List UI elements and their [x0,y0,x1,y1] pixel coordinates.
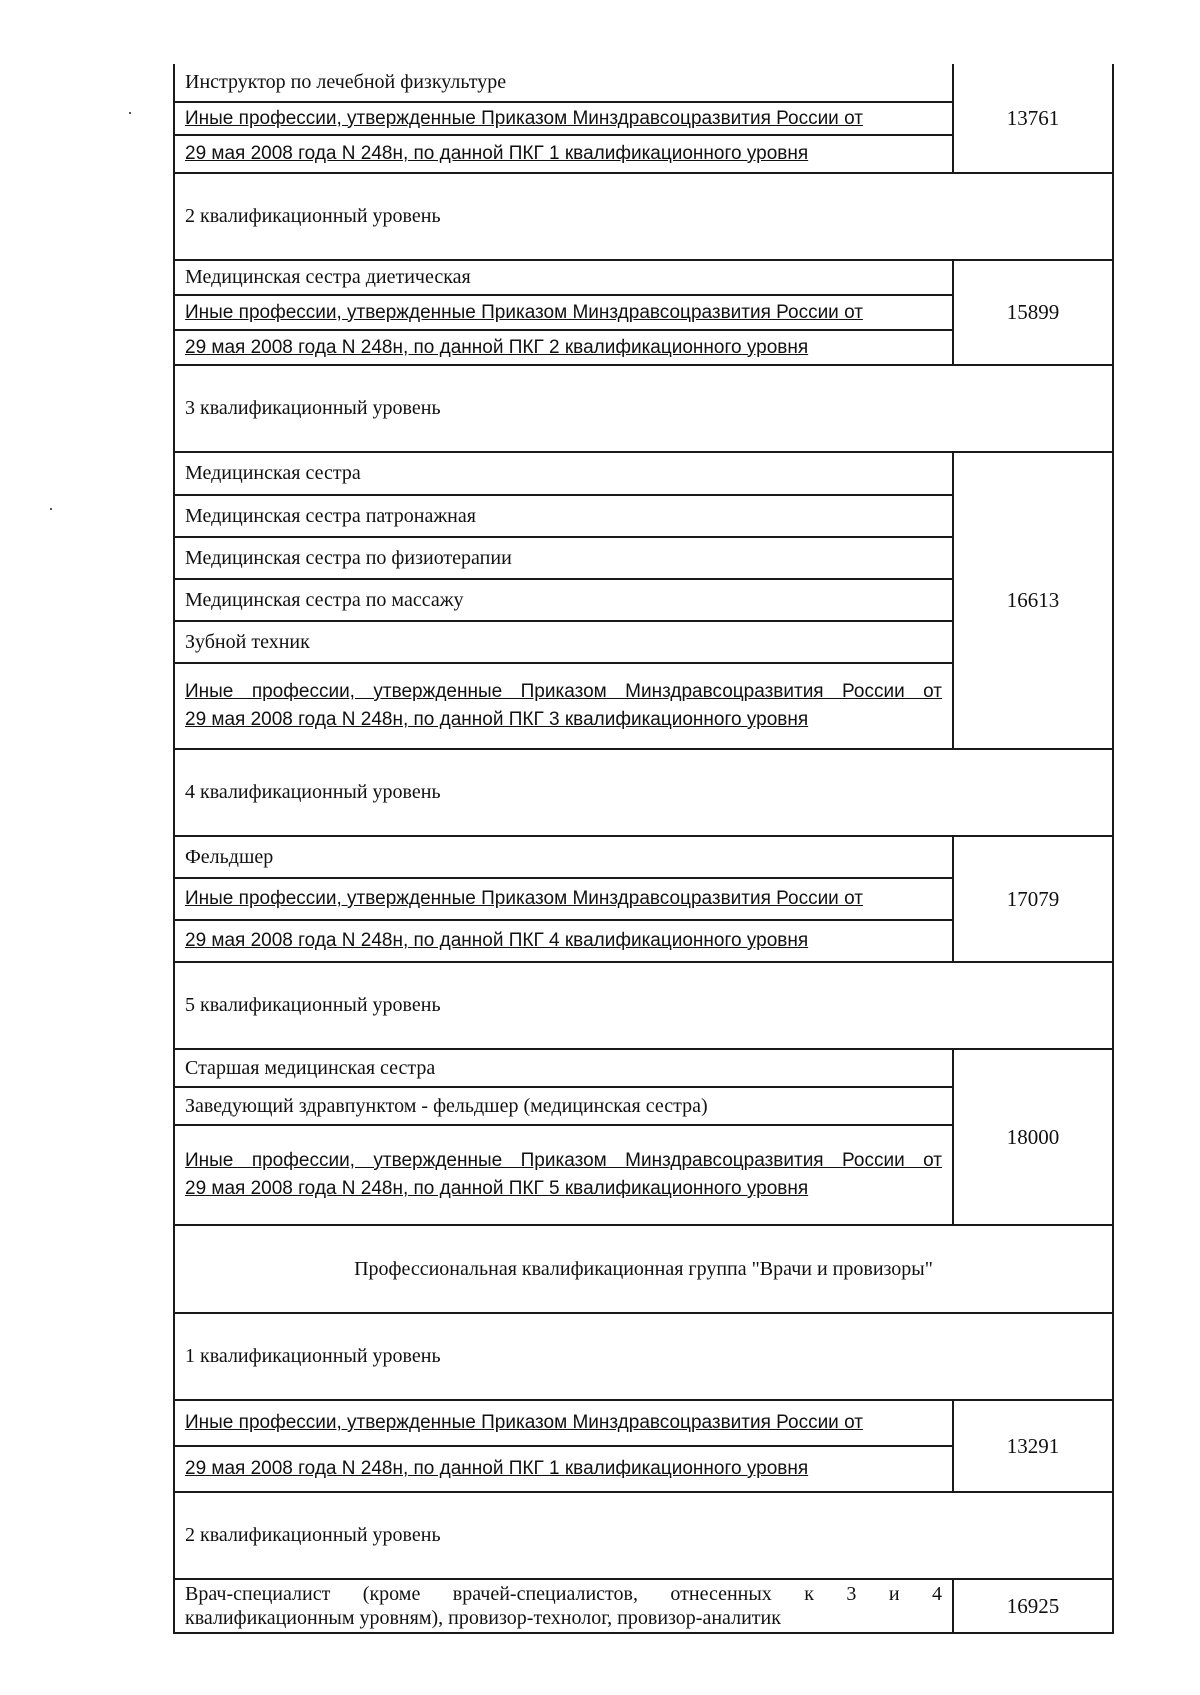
other-professions-line: 29 мая 2008 года N 248н, по данной ПКГ 3 квалификационного уровня [185,709,809,730]
table-row [174,365,1113,452]
salary-cell: 16613 [953,452,1113,749]
position-cell: Заведующий здравпунктом - фельдшер (медицинская сестра) [174,1087,953,1125]
table-row [174,260,1113,295]
other-professions-line: Иные профессии, утвержденные Приказом Минздравсоцразвития России от [185,681,942,702]
salary-cell: 18000 [953,1049,1113,1225]
level-heading: 2 квалификационный уровень [174,1492,1113,1579]
other-professions-line: Иные профессии, утвержденные Приказом Минздравсоцразвития России от [174,102,953,135]
table-row [174,64,1113,102]
level-heading: 2 квалификационный уровень [174,173,1113,260]
table-row [174,1049,1113,1087]
other-professions-line: 29 мая 2008 года N 248н, по данной ПКГ 5 квалификационного уровня [185,1178,809,1199]
position-cell: Медицинская сестра [174,452,953,495]
table-row [174,962,1113,1049]
position-cell: Медицинская сестра патронажная [174,495,953,537]
position-line: Врач-специалист (кроме врачей-специалистов, отнесенных к 3 и 4 [185,1583,942,1605]
table-row [174,173,1113,260]
position-line: квалификационным уровням), провизор-технолог, провизор-аналитик [185,1607,781,1629]
other-professions-line: 29 мая 2008 года N 248н, по данной ПКГ 1 квалификационного уровня [174,1446,953,1492]
position-cell: Старшая медицинская сестра [174,1049,953,1087]
table-row [174,1492,1113,1579]
table-row [174,749,1113,836]
table-row [174,836,1113,878]
position-cell: Медицинская сестра по физиотерапии [174,537,953,579]
level-heading: 4 квалификационный уровень [174,749,1113,836]
other-professions-cell [174,1125,953,1225]
position-cell: Зубной техник [174,621,953,663]
level-heading: 5 квалификационный уровень [174,962,1113,1049]
salary-cell: 13291 [953,1400,1113,1492]
scan-speck [50,508,52,510]
salary-table [173,64,1114,1634]
salary-cell: 15899 [953,260,1113,365]
level-heading: 1 квалификационный уровень [174,1313,1113,1400]
position-cell: Фельдшер [174,836,953,878]
position-cell: Медицинская сестра по массажу [174,579,953,621]
table-row [174,1313,1113,1400]
other-professions-line: Иные профессии, утвержденные Приказом Минздравсоцразвития России от [174,878,953,920]
table-row [174,1400,1113,1446]
scan-speck [129,112,131,114]
position-cell: Инструктор по лечебной физкультуре [174,64,953,102]
salary-cell: 16925 [953,1579,1113,1633]
other-professions-line: Иные профессии, утвержденные Приказом Минздравсоцразвития России от [174,1400,953,1446]
other-professions-line: Иные профессии, утвержденные Приказом Минздравсоцразвития России от [174,295,953,330]
other-professions-line: 29 мая 2008 года N 248н, по данной ПКГ 2 квалификационного уровня [174,330,953,365]
table-row [174,452,1113,495]
other-professions-line: Иные профессии, утвержденные Приказом Минздравсоцразвития России от [185,1150,942,1171]
level-heading: 3 квалификационный уровень [174,365,1113,452]
other-professions-cell [174,663,953,749]
position-cell [174,1579,953,1633]
other-professions-line: 29 мая 2008 года N 248н, по данной ПКГ 1 квалификационного уровня [174,135,953,173]
other-professions-line: 29 мая 2008 года N 248н, по данной ПКГ 4 квалификационного уровня [174,920,953,962]
position-cell: Медицинская сестра диетическая [174,260,953,295]
table-row [174,1225,1113,1313]
salary-cell: 17079 [953,836,1113,962]
salary-cell: 13761 [953,64,1113,173]
table-row [174,1579,1113,1633]
group-heading: Профессиональная квалификационная группа "Врачи и провизоры" [174,1225,1113,1313]
